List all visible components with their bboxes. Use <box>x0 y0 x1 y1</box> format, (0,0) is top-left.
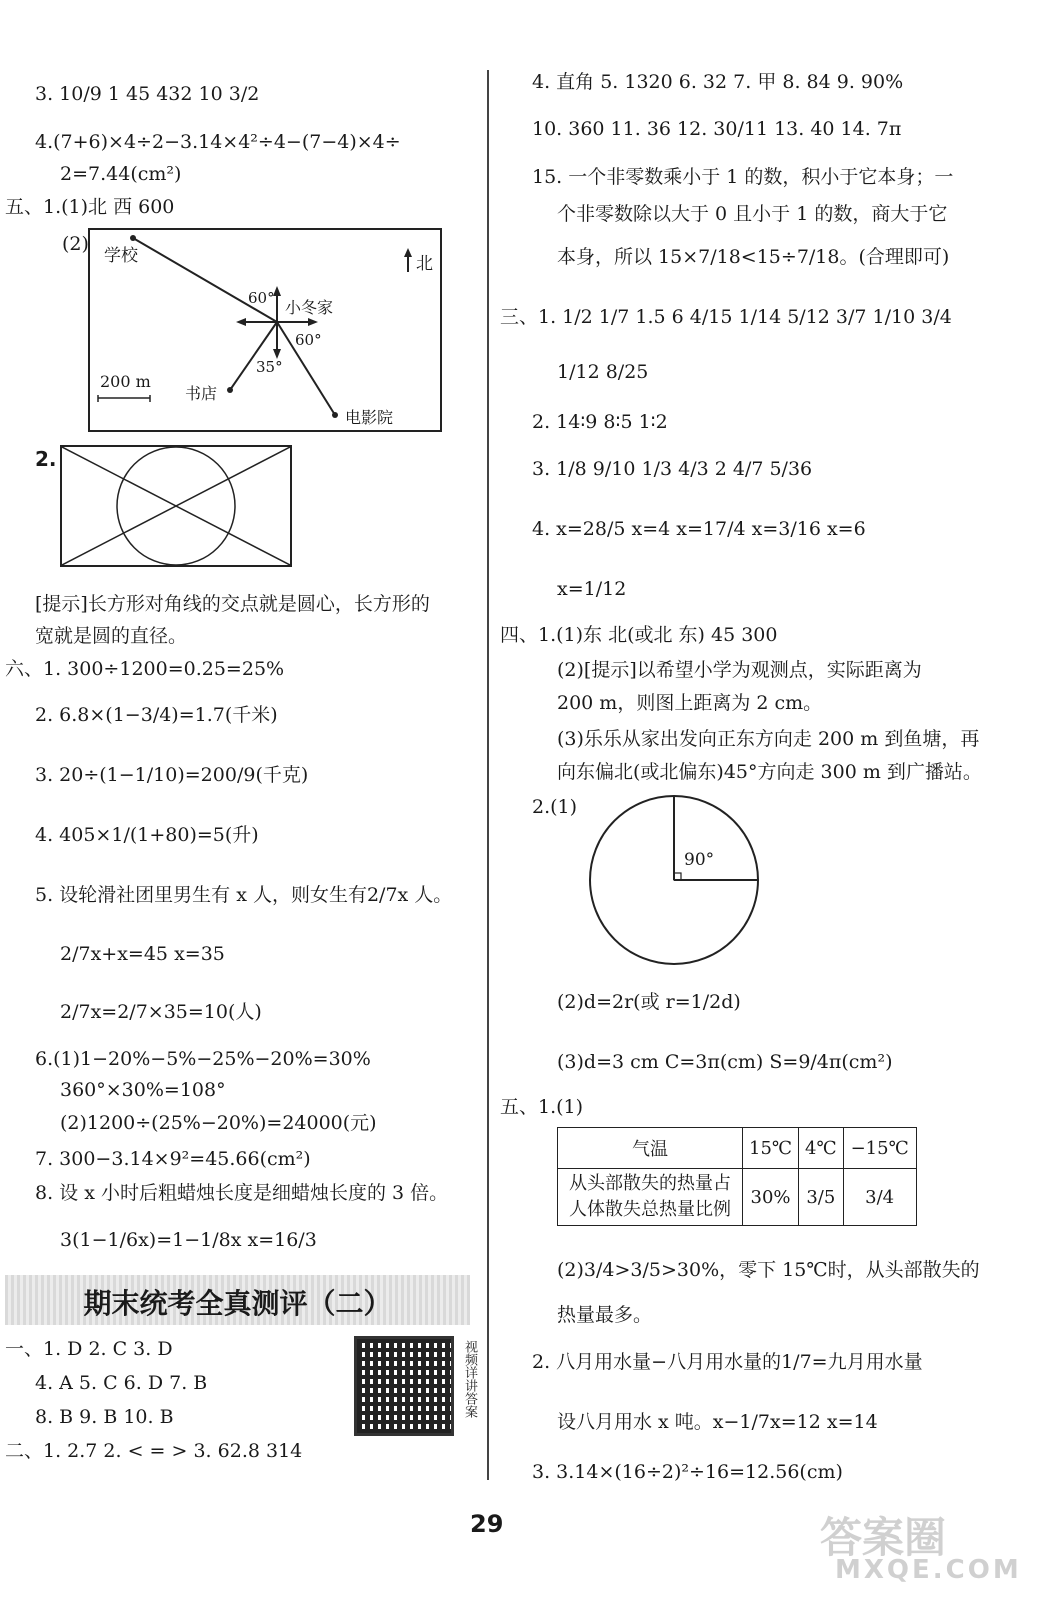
section3-q1: 三、1. 1/2 1/7 1.5 6 4/15 1/14 5/12 3/7 1/10 3/4 <box>500 306 952 328</box>
answers-4-9: 4. 直角 5. 1320 6. 32 7. 甲 8. 84 9. 90% <box>532 71 904 93</box>
temperature-table <box>557 1127 917 1226</box>
map-angle-35: 35° <box>256 358 283 376</box>
rectangle-circle-drawing <box>62 447 290 565</box>
table-row-label-line1: 从头部散失的热量占 <box>569 1173 731 1194</box>
exam-title: 期末统考全真测评（二） <box>83 1287 392 1320</box>
map-cinema-label: 电影院 <box>345 408 394 427</box>
circle-angle-label: 90° <box>684 850 715 870</box>
tip-line-1: [提示]长方形对角线的交点就是圆心，长方形的 <box>35 593 430 615</box>
answer-3-line: 3. 10/9 1 45 432 10 3/2 <box>35 83 260 105</box>
qr-caption: 视频详讲答案 <box>462 1340 477 1418</box>
section3-q4: 4. x=28/5 x=4 x=17/4 x=3/16 x=6 <box>532 518 866 540</box>
section3-q3: 3. 1/8 9/10 1/3 4/3 2 4/7 5/36 <box>532 458 813 480</box>
answer-15-line-a: 15. 一个非零数乘小于 1 的数，积小于它本身；一 <box>532 166 954 188</box>
section4-q1-3a: (3)乐乐从家出发向正东方向走 200 m 到鱼塘，再 <box>557 728 980 750</box>
table-header-4c: 4℃ <box>799 1128 844 1169</box>
table-row <box>558 1128 917 1169</box>
section4-q1: 四、1.(1)东 北(或北 东) 45 300 <box>500 624 778 646</box>
section6-q4: 4. 405×1/(1+80)=5(升) <box>35 824 259 846</box>
watermark-logo: 答案圈 <box>820 1513 947 1562</box>
watermark-url: MXQE.COM <box>835 1555 1022 1585</box>
section6-q5: 5. 设轮滑社团里男生有 x 人，则女生有2/7x 人。 <box>35 884 453 906</box>
section6-q1: 六、1. 300÷1200=0.25=25% <box>5 658 285 680</box>
section4-q1-2a: (2)[提示]以希望小学为观测点，实际距离为 <box>557 659 922 681</box>
section6-q8: 8. 设 x 小时后粗蜡烛长度是细蜡烛长度的 3 倍。 <box>35 1182 449 1204</box>
table-cell-minus15c: 3/4 <box>843 1169 916 1226</box>
map-angle-60b: 60° <box>295 331 322 349</box>
section6-q2: 2. 6.8×(1−3/4)=1.7(千米) <box>35 704 278 726</box>
section6-q3: 3. 20÷(1−1/10)=200/9(千克) <box>35 764 309 786</box>
section3-q1-b: 1/12 8/25 <box>557 361 649 383</box>
section6-q7: 7. 300−3.14×9²=45.66(cm²) <box>35 1148 311 1170</box>
map-home-label: 小冬家 <box>285 298 334 317</box>
map-scale-label: 200 m <box>100 372 151 391</box>
table-cell-4c: 3/5 <box>799 1169 844 1226</box>
section6-q6-c: (2)1200÷(25%−20%)=24000(元) <box>60 1112 377 1134</box>
rectangle-circle-figure <box>60 445 292 567</box>
table-row <box>558 1169 917 1226</box>
section5-right-q1-2a: (2)3/4>3/5>30%，零下 15℃时，从头部散失的 <box>557 1259 980 1281</box>
choice-row-2: 4. A 5. C 6. D 7. B <box>35 1372 208 1394</box>
table-header-minus15c: −15℃ <box>843 1128 916 1169</box>
table-row-label <box>558 1169 743 1226</box>
tip-line-2: 宽就是圆的直径。 <box>35 625 188 647</box>
choice-row-3: 8. B 9. B 10. B <box>35 1406 174 1428</box>
choice-row-1: 一、1. D 2. C 3. D <box>5 1338 173 1360</box>
answer-4-line-a: 4.(7+6)×4÷2−3.14×4²÷4−(7−4)×4÷ <box>35 131 401 153</box>
section4-q2-2: (2)d=2r(或 r=1/2d) <box>557 991 741 1013</box>
table-header-15c: 15℃ <box>743 1128 799 1169</box>
section5-q1: 五、1.(1)北 西 600 <box>5 196 175 218</box>
answer-4-line-b: 2=7.44(cm²) <box>60 163 182 185</box>
page-number: 29 <box>470 1510 504 1538</box>
section5-q2b-label: 2. <box>35 447 57 471</box>
section6-q6-a: 6.(1)1−20%−5%−25%−20%=30% <box>35 1048 371 1070</box>
section4-q2-3: (3)d=3 cm C=3π(cm) S=9/4π(cm²) <box>557 1051 893 1073</box>
answer-15-line-c: 本身，所以 15×7/18<15÷7/18。(合理即可) <box>557 246 950 268</box>
section5-right-q3: 3. 3.14×(16÷2)²÷16=12.56(cm) <box>532 1461 843 1483</box>
section4-q1-2b: 200 m，则图上距离为 2 cm。 <box>557 692 823 714</box>
map-school-label: 学校 <box>104 246 138 266</box>
section5-right-q1: 五、1.(1) <box>500 1096 584 1118</box>
fill-row-1: 二、1. 2.7 2. < = > 3. 62.8 314 <box>5 1440 303 1462</box>
map-figure <box>88 228 442 432</box>
table-header-temp: 气温 <box>558 1128 743 1169</box>
section5-right-q2-a: 2. 八月用水量−八月用水量的1/7=九月用水量 <box>532 1351 923 1373</box>
section6-q5-eq2: 2/7x=2/7×35=10(人) <box>60 1001 262 1023</box>
answers-10-14: 10. 360 11. 36 12. 30/11 13. 40 14. 7π <box>532 118 902 140</box>
section3-q4-b: x=1/12 <box>557 578 627 600</box>
section6-q5-eq1: 2/7x+x=45 x=35 <box>60 943 225 965</box>
section3-q2: 2. 14∶9 8∶5 1∶2 <box>532 411 668 433</box>
section4-q1-3b: 向东偏北(或北偏东)45°方向走 300 m 到广播站。 <box>557 761 982 783</box>
section4-q2-label: 2.(1) <box>532 796 578 818</box>
section5-q2-label: (2) <box>62 233 89 255</box>
map-bookstore-label: 书店 <box>185 384 218 403</box>
section6-q8-eq: 3(1−1/6x)=1−1/8x x=16/3 <box>60 1229 317 1251</box>
qr-code-icon[interactable] <box>354 1336 454 1436</box>
answer-15-line-b: 个非零数除以大于 0 且小于 1 的数，商大于它 <box>557 203 948 225</box>
section5-right-q2-b: 设八月用水 x 吨。x−1/7x=12 x=14 <box>557 1411 878 1433</box>
section6-q6-b: 360°×30%=108° <box>60 1079 226 1101</box>
section5-right-q1-2b: 热量最多。 <box>557 1304 653 1326</box>
circle-figure <box>587 793 762 968</box>
map-north-label: 北 <box>416 254 433 274</box>
table-cell-15c: 30% <box>743 1169 799 1226</box>
map-drawing <box>90 230 440 430</box>
map-angle-60a: 60° <box>248 289 275 307</box>
table-row-label-line2: 人体散失总热量比例 <box>569 1199 731 1220</box>
column-divider <box>487 70 489 1480</box>
